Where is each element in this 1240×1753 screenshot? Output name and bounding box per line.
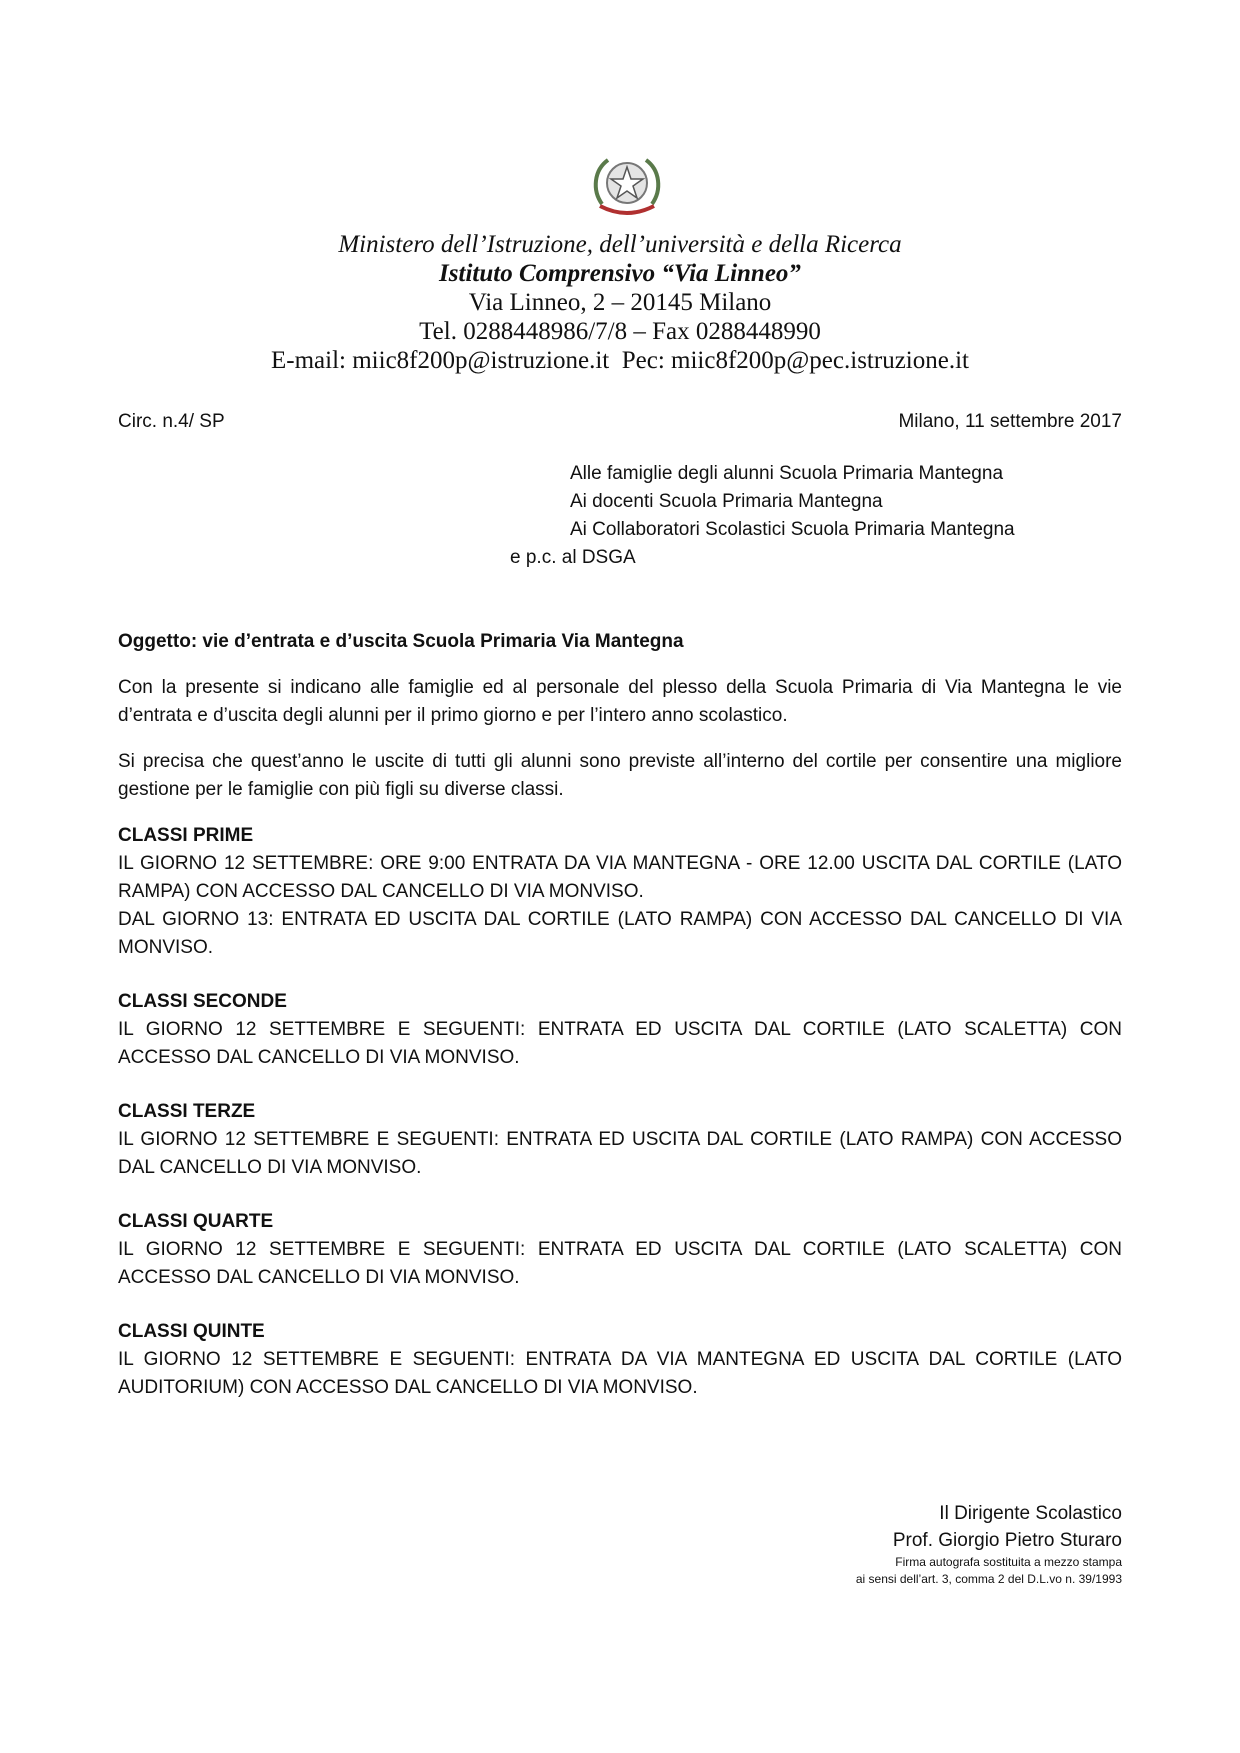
signature-name: Prof. Giorgio Pietro Sturaro <box>892 1530 1122 1551</box>
italian-republic-emblem-icon <box>588 150 666 220</box>
section-line: IL GIORNO 12 SETTEMBRE E SEGUENTI: ENTRATA ED USCITA DAL CORTILE (LATO SCALETTA) CON ACCESSO DAL CANCELLO DI VIA MONVISO. <box>118 1019 1122 1068</box>
school-email: E-mail: miic8f200p@istruzione.it Pec: miic8f200p@pec.istruzione.it <box>271 347 969 374</box>
section-line: IL GIORNO 12 SETTEMBRE: ORE 9:00 ENTRATA DA VIA MANTEGNA - ORE 12.00 USCITA DAL CORTILE (LATO RAMPA) CON ACCESSO DAL CANCELLO DI VIA MONVISO. <box>118 853 1122 902</box>
signature-note: ai sensi dell’art. 3, comma 2 del D.L.vo n. 39/1993 <box>855 1572 1122 1586</box>
section-classi-quarte <box>118 1208 1122 1292</box>
paragraph: Con la presente si indicano alle famiglie ed al personale del plesso della Scuola Primaria di Via Mantegna le vie d’entrata e d’uscita degli alunni per il primo giorno e per l’intero anno scolastico. <box>118 677 1122 726</box>
signature-note: Firma autografa sostituita a mezzo stampa <box>895 1555 1122 1569</box>
section-title: CLASSI TERZE <box>118 1101 256 1122</box>
circular-number: Circ. n.4/ SP <box>118 411 225 432</box>
section-title: CLASSI QUINTE <box>118 1321 265 1342</box>
recipient-line: e p.c. al DSGA <box>510 547 636 568</box>
recipients-block <box>510 460 1130 572</box>
letter-body <box>118 628 1122 1428</box>
recipient-line: Ai docenti Scuola Primaria Mantegna <box>570 491 883 512</box>
signature-role: Il Dirigente Scolastico <box>939 1503 1122 1524</box>
section-classi-terze <box>118 1098 1122 1182</box>
section-line: IL GIORNO 12 SETTEMBRE E SEGUENTI: ENTRATA ED USCITA DAL CORTILE (LATO SCALETTA) CON ACCESSO DAL CANCELLO DI VIA MONVISO. <box>118 1239 1122 1288</box>
section-classi-seconde <box>118 988 1122 1072</box>
section-title: CLASSI PRIME <box>118 825 254 846</box>
section-classi-prime <box>118 822 1122 962</box>
section-line: IL GIORNO 12 SETTEMBRE E SEGUENTI: ENTRATA ED USCITA DAL CORTILE (LATO RAMPA) CON ACCESSO DAL CANCELLO DI VIA MONVISO. <box>118 1129 1122 1178</box>
ministry-name: Ministero dell’Istruzione, dell’università e della Ricerca <box>338 231 902 258</box>
letter-date: Milano, 11 settembre 2017 <box>898 411 1122 432</box>
recipient-line: Ai Collaboratori Scolastici Scuola Primaria Mantegna <box>570 519 1015 540</box>
section-classi-quinte <box>118 1318 1122 1402</box>
section-line: IL GIORNO 12 SETTEMBRE E SEGUENTI: ENTRATA DA VIA MANTEGNA ED USCITA DAL CORTILE (LATO AUDITORIUM) CON ACCESSO DAL CANCELLO DI VIA MONVISO. <box>118 1349 1122 1398</box>
paragraph: Si precisa che quest’anno le uscite di tutti gli alunni sono previste all’interno del cortile per consentire una migliore gestione per le famiglie con più figli su diverse classi. <box>118 751 1122 800</box>
section-title: CLASSI SECONDE <box>118 991 287 1012</box>
school-address: Via Linneo, 2 – 20145 Milano <box>468 289 772 316</box>
recipient-line: Alle famiglie degli alunni Scuola Primaria Mantegna <box>570 463 1004 484</box>
section-title: CLASSI QUARTE <box>118 1211 274 1232</box>
signature-block <box>856 1500 1122 1588</box>
letterhead <box>0 230 1240 375</box>
school-phone: Tel. 0288448986/7/8 – Fax 0288448990 <box>419 318 821 345</box>
section-line: DAL GIORNO 13: ENTRATA ED USCITA DAL CORTILE (LATO RAMPA) CON ACCESSO DAL CANCELLO DI VIA MONVISO. <box>118 909 1122 958</box>
subject-line: Oggetto: vie d’entrata e d’uscita Scuola Primaria Via Mantegna <box>118 631 684 652</box>
school-name: Istituto Comprensivo “Via Linneo” <box>439 260 801 287</box>
